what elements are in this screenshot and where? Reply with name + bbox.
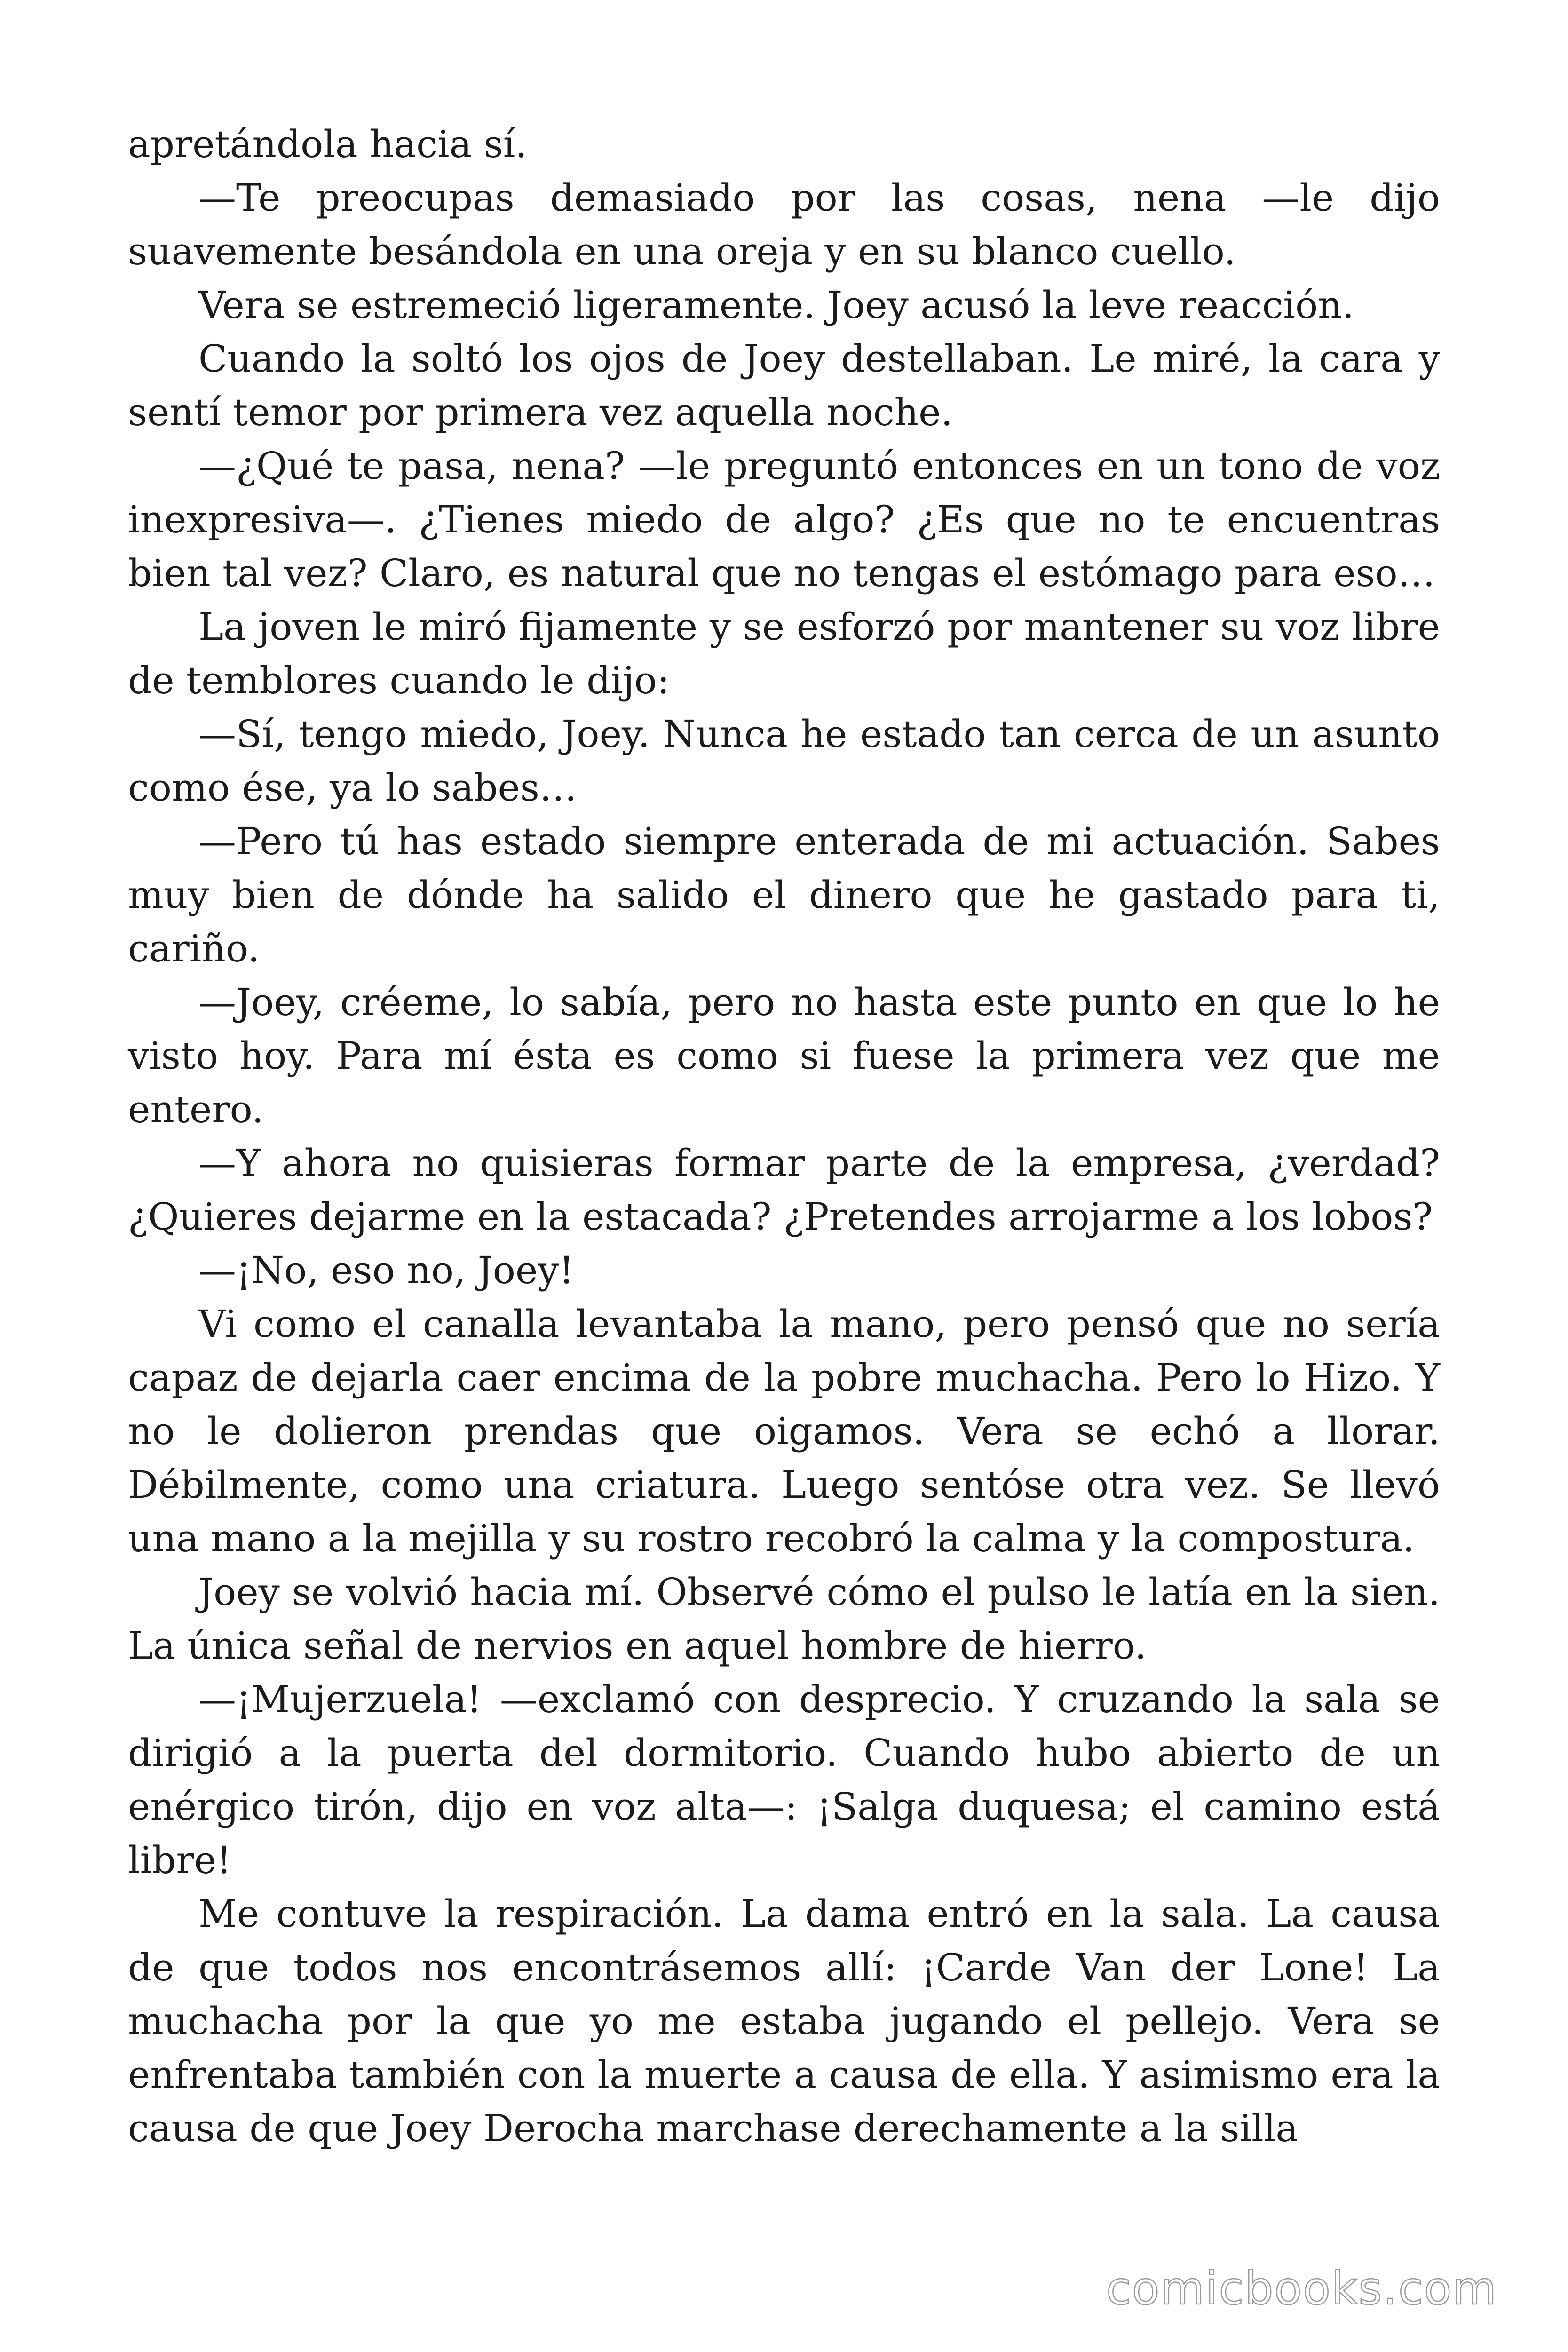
paragraph-3: Vera se estremeció ligeramente. Joey acusó la leve reacción. — [198, 283, 1354, 327]
paragraph-11: —¡No, eso no, Joey! — [198, 1248, 574, 1292]
page-body — [128, 118, 1440, 2155]
paragraph-8: —Pero tú has estado siempre enterada de mi actuación. Sabes muy bien de dónde ha salido el dinero que he gastado para ti, cariño. — [128, 819, 1440, 970]
paragraph-7: —Sí, tengo miedo, Joey. Nunca he estado tan cerca de un asunto como ése, ya lo sabes… — [128, 712, 1440, 810]
paragraph-14: —¡Mujerzuela! —exclamó con desprecio. Y cruzando la sala se dirigió a la puerta del dormitorio. Cuando hubo abierto de un enérgico tirón, dijo en voz alta—: ¡Salga duquesa; el camino está libre! — [128, 1677, 1440, 1882]
paragraph-10: —Y ahora no quisieras formar parte de la empresa, ¿verdad? ¿Quieres dejarme en la estacada? ¿Pretendes arrojarme a los lobos? — [128, 1141, 1440, 1239]
paragraph-12: Vi como el canalla levantaba la mano, pero pensó que no sería capaz de dejarla caer encima de la pobre muchacha. Pero lo Hizo. Y no le dolieron prendas que oigamos. Vera se echó a llorar. Débilmente, como una criatura. Luego sentóse otra vez. Se llevó una mano a la mejilla y su rostro recobró la calma y la compostura. — [128, 1302, 1440, 1560]
paragraph-5: —¿Qué te pasa, nena? —le preguntó entonces en un tono de voz inexpresiva—. ¿Tienes miedo de algo? ¿Es que no te encuentras bien tal vez? Claro, es natural que no tengas el estómago para eso… — [128, 444, 1440, 595]
paragraph-2: —Te preocupas demasiado por las cosas, nena —le dijo suavemente besándola en una oreja y en su blanco cuello. — [128, 176, 1440, 273]
paragraph-15: Me contuve la respiración. La dama entró en la sala. La causa de que todos nos encontrásemos allí: ¡Carde Van der Lone! La muchacha por la que yo me estaba jugando el pellejo. Vera se enfrentaba también con la muerte a causa de ella. Y asimismo era la causa de que Joey Derocha marchase derechamente a la silla — [128, 1892, 1440, 2150]
paragraph-13: Joey se volvió hacia mí. Observé cómo el pulso le latía en la sien. La única señal de nervios en aquel hombre de hierro. — [128, 1570, 1440, 1668]
paragraph-4: Cuando la soltó los ojos de Joey destellaban. Le miré, la cara y sentí temor por primera vez aquella noche. — [128, 337, 1440, 434]
paragraph-1: apretándola hacia sí. — [128, 122, 527, 166]
paragraph-9: —Joey, créeme, lo sabía, pero no hasta este punto en que lo he visto hoy. Para mí ésta es como si fuese la primera vez que me entero. — [128, 980, 1440, 1131]
paragraph-6: La joven le miró fijamente y se esforzó por mantener su voz libre de temblores cuando le dijo: — [128, 605, 1440, 702]
watermark: comicbooks.com — [1106, 2262, 1497, 2315]
